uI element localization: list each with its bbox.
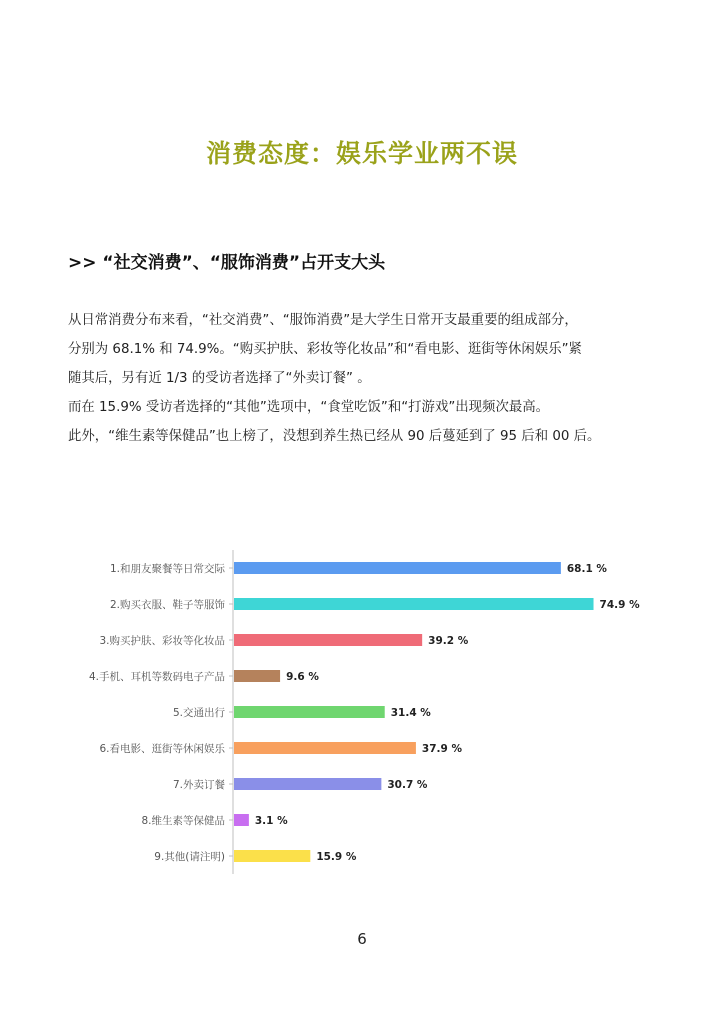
page-title: 消费态度：娱乐学业两不误: [205, 139, 518, 168]
chart-svg: [40, 540, 700, 880]
category-label: 4.手机、耳机等数码电子产品: [88, 671, 225, 683]
value-label: 31.4 %: [390, 707, 431, 719]
bar: [234, 706, 385, 718]
bar: [234, 850, 310, 862]
bar: [234, 778, 381, 790]
category-label: 6.看电影、逛街等休闲娱乐: [99, 743, 225, 755]
paragraph-line: 分别为 68.1% 和 74.9%。“购买护肤、彩妆等化妆品”和“看电影、逛街等休闲娱乐”紧: [68, 342, 582, 357]
paragraph-line: 而在 15.9% 受访者选择的“其他”选项中，“食堂吃饭”和“打游戏”出现频次最高。: [68, 400, 550, 415]
value-label: 74.9 %: [599, 599, 640, 611]
consumption-bar-chart: [40, 540, 700, 880]
value-label: 68.1 %: [566, 563, 607, 575]
category-label: 3.购买护肤、彩妆等化妆品: [99, 635, 225, 647]
bar: [234, 598, 594, 610]
category-label: 9.其他(请注明): [154, 851, 225, 863]
value-label: 37.9 %: [421, 743, 463, 755]
value-label: 30.7 %: [387, 779, 428, 791]
bar: [234, 562, 561, 574]
category-label: 1.和朋友聚餐等日常交际: [109, 563, 225, 575]
value-label: 39.2 %: [428, 635, 469, 647]
value-label: 3.1 %: [254, 815, 288, 827]
category-label: 5.交通出行: [172, 707, 225, 719]
body-paragraph: [68, 306, 668, 451]
bar: [234, 742, 416, 754]
category-label: 8.维生素等保健品: [141, 815, 225, 827]
category-label: 7.外卖订餐: [172, 779, 225, 791]
paragraph-line: 此外，“维生素等保健品”也上榜了，没想到养生热已经从 90 后蔓延到了 95 后和 00 后。: [68, 429, 601, 444]
bar: [234, 814, 249, 826]
value-label: 9.6 %: [286, 671, 319, 683]
paragraph-line: 从日常消费分布来看，“社交消费”、“服饰消费”是大学生日常开支最重要的组成部分，: [68, 313, 578, 328]
category-label: 2.购买衣服、鞋子等服饰: [109, 599, 225, 611]
section-subtitle: >> “社交消费”、“服饰消费”占开支大头: [68, 253, 386, 273]
bar: [234, 634, 422, 646]
value-label: 15.9 %: [316, 851, 357, 863]
page-number: 6: [357, 930, 367, 948]
bar: [234, 670, 280, 682]
paragraph-line: 随其后，另有近 1/3 的受访者选择了“外卖订餐” 。: [68, 371, 371, 386]
